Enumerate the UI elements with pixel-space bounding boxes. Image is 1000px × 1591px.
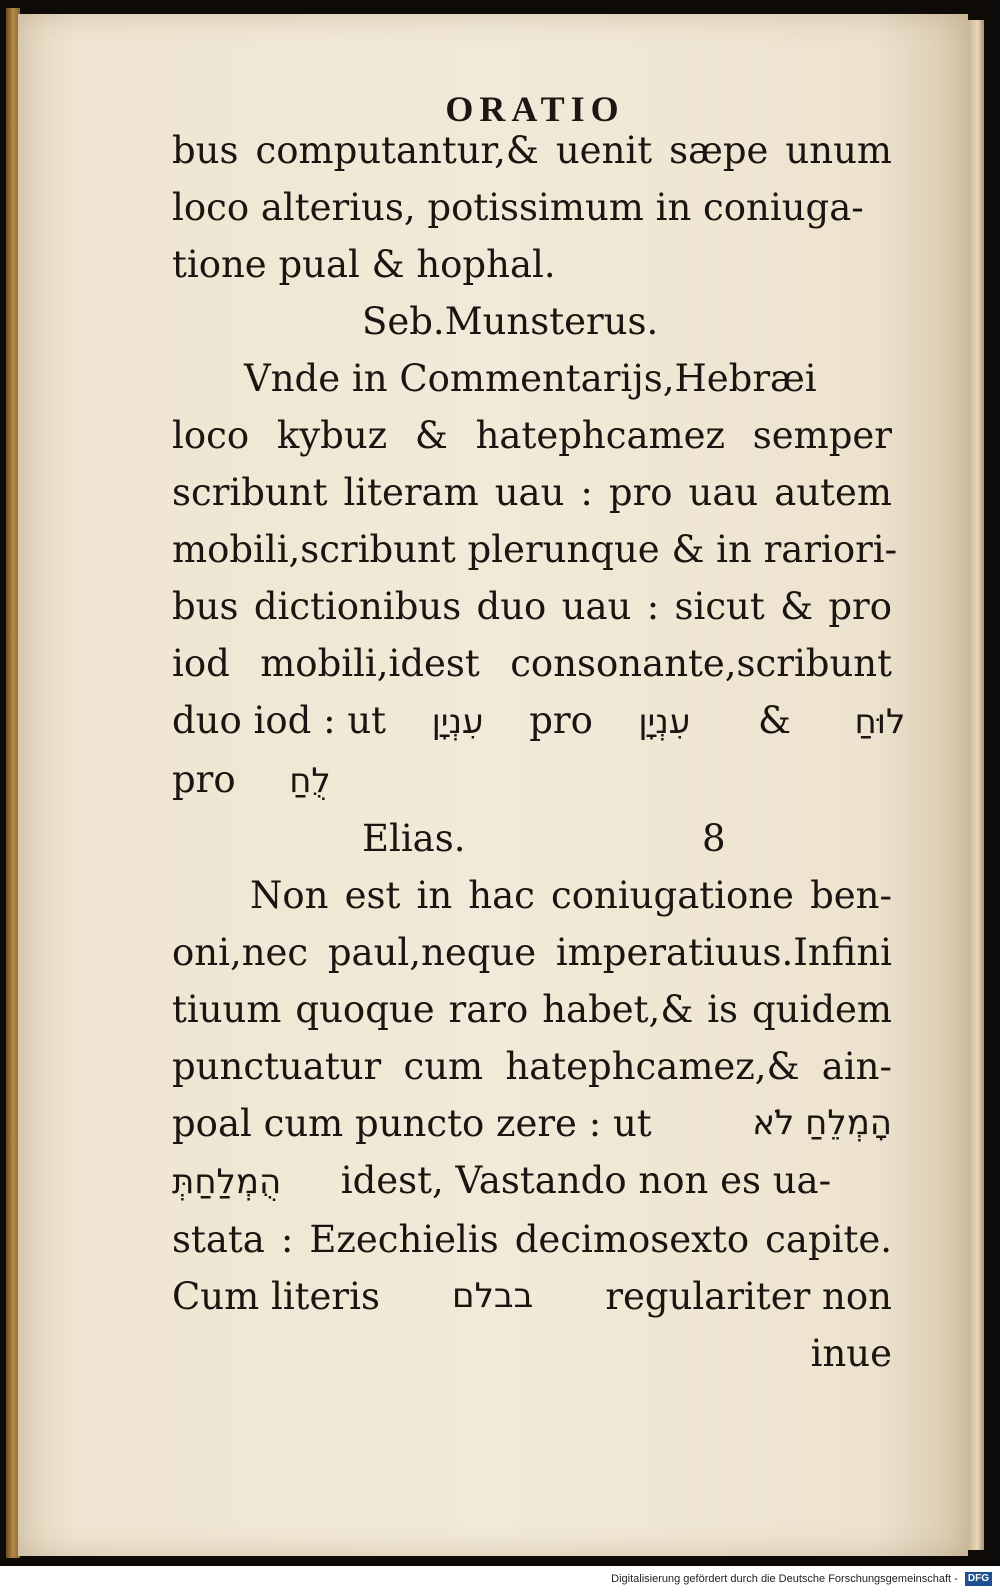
signature-row xyxy=(172,810,892,867)
text-fragment: pro xyxy=(172,758,236,801)
text-line: stata : Ezechielis decimosexto capite. xyxy=(172,1218,892,1261)
author-heading: Seb.Munsterus. xyxy=(362,300,659,343)
text-line: bus dictionibus duo uau : sicut & pro xyxy=(172,585,892,628)
page-stack-edge xyxy=(968,20,984,1550)
text-line: scribunt literam uau : pro uau autem xyxy=(172,471,892,514)
text-line: loco alterius, potissimum in coniuga- xyxy=(172,186,864,229)
hebrew-word: בבלם xyxy=(452,1276,534,1316)
text-fragment: regulariter non xyxy=(605,1275,892,1318)
hebrew-word: לֻחַ xyxy=(289,761,331,801)
credit-text: Digitalisierung gefördert durch die Deutsche Forschungsgemeinschaft - xyxy=(611,1573,958,1585)
text-line: punctuatur cum hatephcamez,& ain- xyxy=(172,1045,892,1088)
text-line: iod mobili,idest consonante,scribunt xyxy=(172,642,892,685)
text-fragment: poal cum puncto zere : ut xyxy=(172,1102,652,1145)
running-head: ORATIO xyxy=(445,89,625,129)
dfg-logo: DFG xyxy=(965,1572,992,1586)
hebrew-word: עִנְיָן xyxy=(431,702,484,742)
hebrew-word: עִנְיָן xyxy=(638,702,691,742)
text-fragment: & xyxy=(758,699,791,742)
hebrew-example-line xyxy=(172,1095,892,1152)
hebrew-word: לוּחַ xyxy=(854,702,906,742)
page-body xyxy=(172,122,906,1382)
hebrew-word: הֻמְלַחַתְּ xyxy=(172,1162,282,1202)
text-line: tione pual & hophal. xyxy=(172,243,556,286)
hebrew-word: הָמְלֵחַ לֹא xyxy=(752,1103,892,1143)
text-line: Vnde in Commentarijs,Hebræi xyxy=(244,357,817,400)
section-number: 8 xyxy=(702,817,726,860)
digitization-credit xyxy=(0,1568,1000,1591)
text-fragment: idest, Vastando non es ua- xyxy=(340,1159,832,1202)
text-fragment: pro xyxy=(529,699,593,742)
author-heading: Elias. xyxy=(362,817,466,860)
text-line: oni,nec paul,neque imperatiuus.Infini xyxy=(172,931,892,974)
text-fragment: duo iod : ut xyxy=(172,699,387,742)
text-line: mobili,scribunt plerunque & in rariori- xyxy=(172,528,898,571)
text-fragment: Cum literis xyxy=(172,1275,380,1318)
text-line: Non est in hac coniugatione ben- xyxy=(250,874,892,917)
hebrew-example-line xyxy=(172,1268,892,1325)
catchword: inue xyxy=(810,1332,892,1375)
text-line: bus computantur,& uenit sæpe unum xyxy=(172,129,892,172)
hebrew-example-line xyxy=(172,751,892,810)
text-line: tiuum quoque raro habet,& is quidem xyxy=(172,988,892,1031)
hebrew-example-line xyxy=(172,1152,892,1211)
text-line: loco kybuz & hatephcamez semper xyxy=(172,414,892,457)
hebrew-example-line xyxy=(172,692,906,751)
